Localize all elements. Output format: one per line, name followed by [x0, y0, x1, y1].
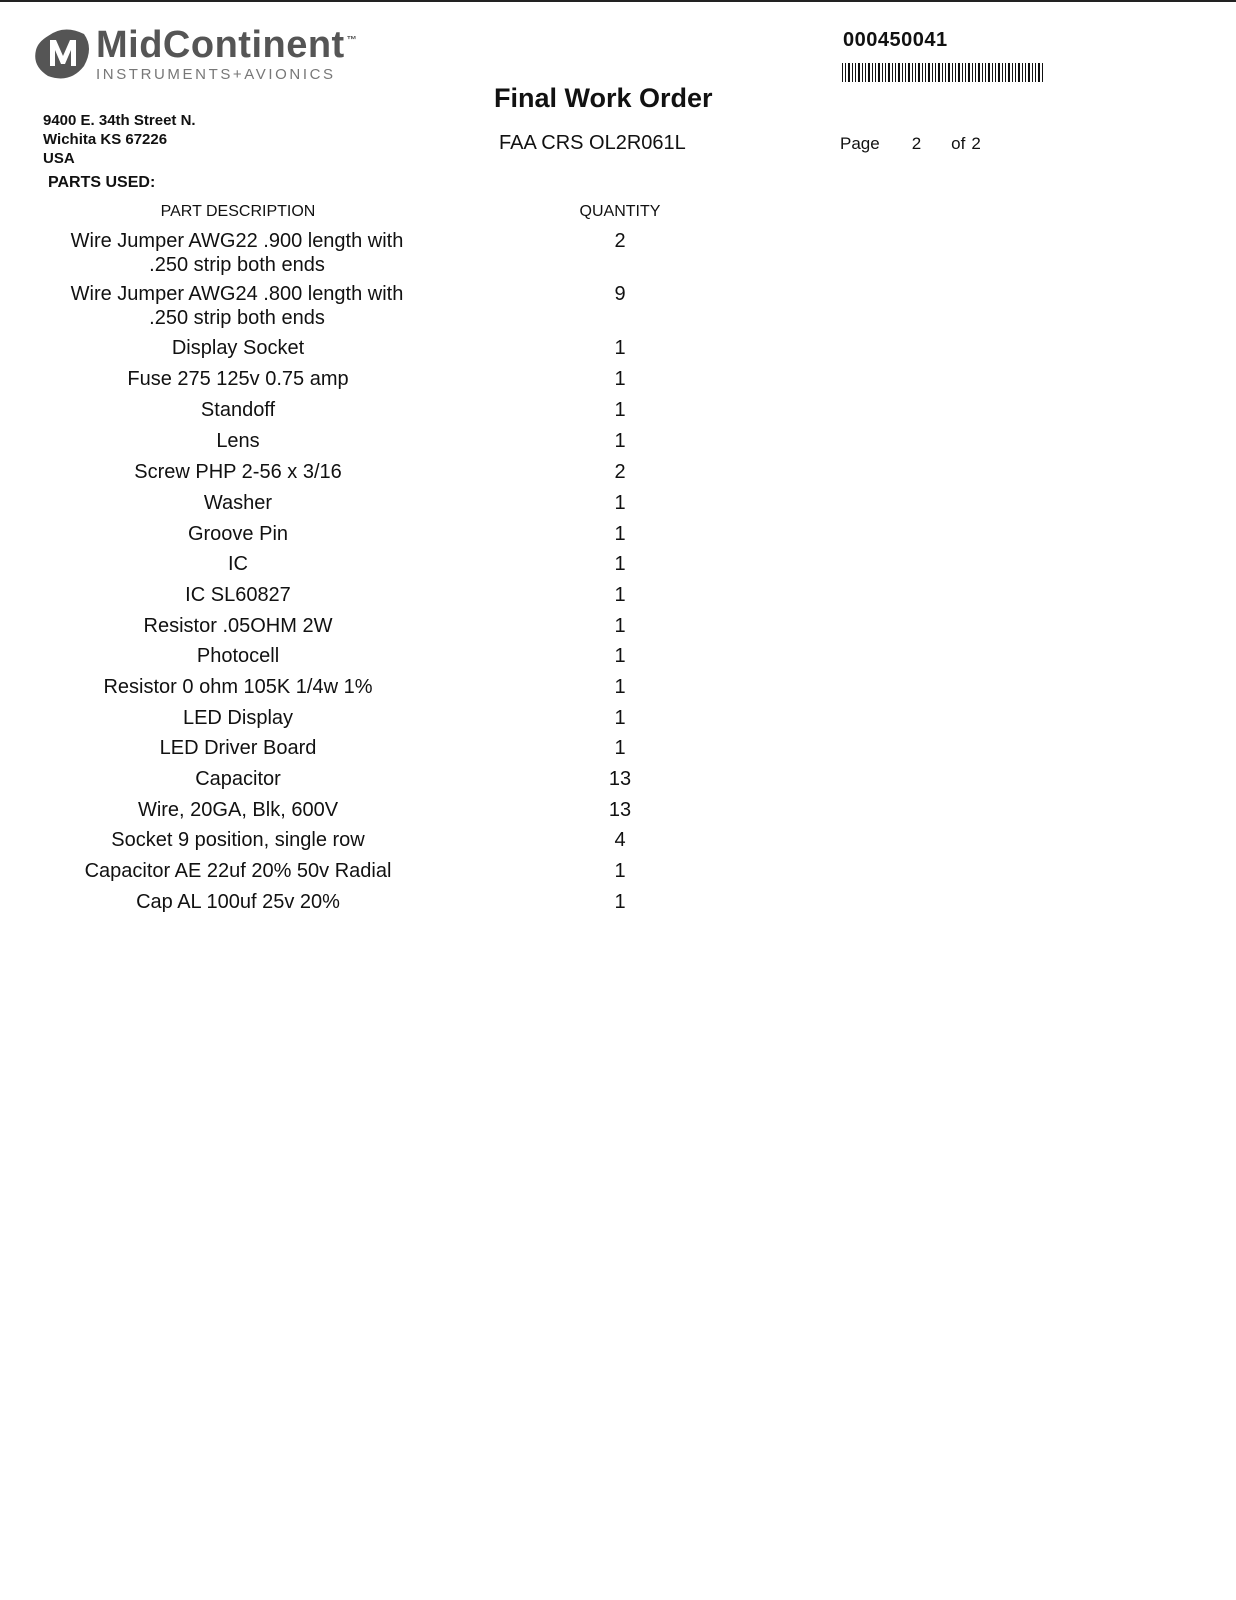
of-label: of	[951, 134, 966, 153]
part-quantity: 1	[614, 523, 626, 545]
part-quantity: 1	[614, 430, 626, 452]
part-quantity: 1	[614, 399, 626, 421]
part-description: Fuse 275 125v 0.75 amp	[127, 368, 349, 390]
parts-used-heading: PARTS USED:	[48, 174, 156, 191]
part-description: LED Display	[182, 707, 294, 729]
part-description: Cap AL 100uf 25v 20%	[136, 891, 340, 913]
part-description: Standoff	[200, 399, 276, 421]
company-address	[43, 111, 196, 168]
part-description: Lens	[216, 430, 260, 452]
logo-emblem-icon	[34, 26, 92, 82]
part-quantity: 1	[614, 337, 626, 359]
document-title: Final Work Order	[494, 83, 713, 113]
part-quantity: 1	[614, 553, 626, 575]
part-description: Capacitor	[195, 768, 281, 790]
part-description: Capacitor AE 22uf 20% 50v Radial	[84, 860, 392, 882]
part-description: Resistor 0 ohm 105K 1/4w 1%	[103, 676, 373, 698]
quantity-header: QUANTITY	[579, 203, 661, 220]
part-quantity: 1	[614, 737, 626, 759]
part-description: Wire Jumper AWG24 .800 length with .250 strip both ends	[70, 283, 404, 329]
barcode-icon	[842, 63, 1047, 82]
part-quantity: 13	[608, 768, 632, 790]
part-quantity: 1	[614, 492, 626, 514]
address-line: USA	[43, 150, 75, 167]
part-description: Wire Jumper AWG22 .900 length with .250 strip both ends	[70, 230, 404, 276]
part-description: IC SL60827	[185, 584, 291, 606]
part-description: Photocell	[196, 645, 280, 667]
part-quantity: 1	[614, 676, 626, 698]
part-description: Display Socket	[171, 337, 305, 359]
part-description: Washer	[203, 492, 273, 514]
faa-crs-number: FAA CRS OL2R061L	[499, 132, 686, 154]
part-description-header: PART DESCRIPTION	[160, 203, 316, 220]
page-indicator	[840, 134, 981, 154]
part-quantity: 1	[614, 891, 626, 913]
logo-wordmark: MidContinent ™	[96, 24, 358, 66]
part-description: Screw PHP 2-56 x 3/16	[134, 461, 342, 483]
top-border-line	[0, 0, 1236, 2]
part-description: Groove Pin	[187, 523, 289, 545]
part-quantity: 2	[614, 230, 626, 252]
part-description: LED Driver Board	[159, 737, 317, 759]
part-quantity: 4	[614, 829, 626, 851]
part-quantity: 1	[614, 584, 626, 606]
part-quantity: 2	[614, 461, 626, 483]
company-logo	[34, 24, 394, 86]
address-line: 9400 E. 34th Street N.	[43, 112, 196, 129]
part-description: Wire, 20GA, Blk, 600V	[137, 799, 339, 821]
page-number: 2	[911, 134, 922, 153]
part-quantity: 1	[614, 860, 626, 882]
page-label: Page	[840, 134, 880, 153]
part-description: Resistor .05OHM 2W	[143, 615, 333, 637]
part-quantity: 9	[614, 283, 626, 305]
address-line: Wichita KS 67226	[43, 131, 168, 148]
part-quantity: 1	[614, 368, 626, 390]
page-total: 2	[971, 134, 981, 153]
part-quantity: 1	[614, 615, 626, 637]
part-description: IC	[228, 553, 248, 575]
part-quantity: 13	[608, 799, 632, 821]
work-order-number: 000450041	[843, 29, 948, 51]
part-description: Socket 9 position, single row	[111, 829, 365, 851]
logo-tagline: INSTRUMENTS+AVIONICS	[96, 66, 336, 83]
part-quantity: 1	[614, 645, 626, 667]
part-quantity: 1	[614, 707, 626, 729]
